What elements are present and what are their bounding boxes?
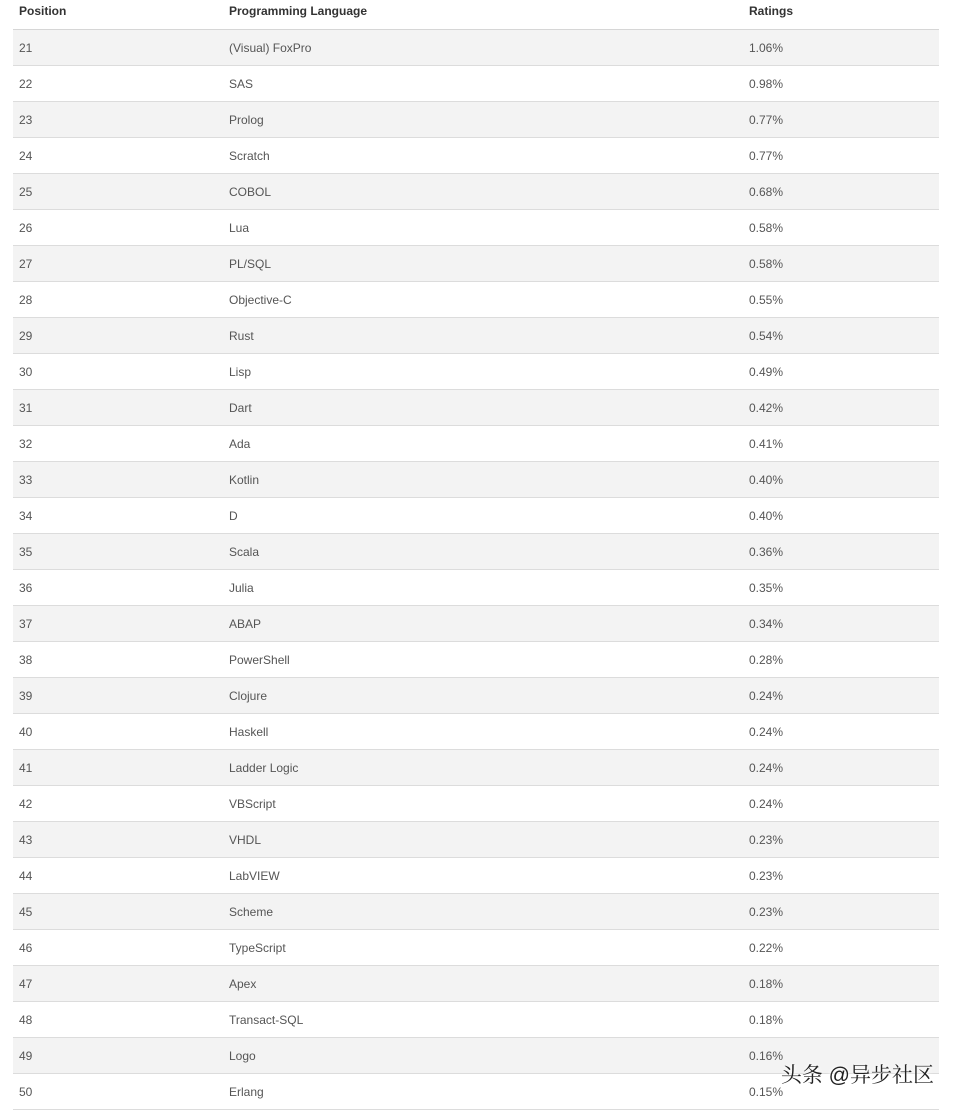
table-row <box>13 462 939 498</box>
table-row <box>13 858 939 894</box>
cell-rating: 0.41% <box>749 437 784 451</box>
table-row <box>13 822 939 858</box>
cell-language: Rust <box>229 329 254 343</box>
cell-position: 39 <box>19 689 33 703</box>
cell-language: TypeScript <box>229 941 286 955</box>
cell-rating: 0.28% <box>749 653 784 667</box>
cell-position: 36 <box>19 581 33 595</box>
cell-rating: 0.23% <box>749 833 784 847</box>
cell-language: VHDL <box>229 833 262 847</box>
cell-position: 32 <box>19 437 33 451</box>
cell-position: 41 <box>19 761 33 775</box>
table-row <box>13 426 939 462</box>
table-row <box>13 30 939 66</box>
header-programming-language: Programming Language <box>229 4 368 18</box>
cell-language: Objective-C <box>229 293 292 307</box>
table-row <box>13 606 939 642</box>
cell-language: Logo <box>229 1049 256 1063</box>
cell-language: Lua <box>229 221 250 235</box>
table-header-row <box>13 0 939 30</box>
cell-language: Clojure <box>229 689 268 703</box>
cell-language: Dart <box>229 401 252 415</box>
cell-language: Prolog <box>229 113 264 127</box>
cell-rating: 0.23% <box>749 905 784 919</box>
table-row <box>13 714 939 750</box>
cell-rating: 0.18% <box>749 977 784 991</box>
cell-position: 30 <box>19 365 33 379</box>
cell-language: Ada <box>229 437 251 451</box>
table-row <box>13 786 939 822</box>
cell-language: Ladder Logic <box>229 761 299 775</box>
cell-language: Scheme <box>229 905 274 919</box>
cell-language: D <box>229 509 238 523</box>
cell-language: Julia <box>229 581 254 595</box>
cell-position: 44 <box>19 869 33 883</box>
cell-position: 21 <box>19 41 33 55</box>
cell-position: 33 <box>19 473 33 487</box>
cell-position: 50 <box>19 1085 33 1099</box>
cell-rating: 0.42% <box>749 401 784 415</box>
cell-language: SAS <box>229 77 254 91</box>
cell-position: 43 <box>19 833 33 847</box>
cell-position: 24 <box>19 149 33 163</box>
cell-rating: 0.40% <box>749 473 784 487</box>
table-row <box>13 282 939 318</box>
table-row <box>13 894 939 930</box>
cell-language: Kotlin <box>229 473 260 487</box>
cell-language: Erlang <box>229 1085 264 1099</box>
cell-language: Scratch <box>229 149 270 163</box>
cell-rating: 0.58% <box>749 257 784 271</box>
table-row <box>13 246 939 282</box>
cell-position: 40 <box>19 725 33 739</box>
cell-position: 37 <box>19 617 33 631</box>
cell-rating: 0.55% <box>749 293 784 307</box>
header-ratings: Ratings <box>749 4 794 18</box>
cell-rating: 0.77% <box>749 149 784 163</box>
table-row <box>13 930 939 966</box>
table-row <box>13 102 939 138</box>
cell-rating: 0.36% <box>749 545 784 559</box>
cell-rating: 0.18% <box>749 1013 784 1027</box>
cell-rating: 0.24% <box>749 725 784 739</box>
cell-rating: 1.06% <box>749 41 784 55</box>
cell-rating: 0.40% <box>749 509 784 523</box>
cell-position: 35 <box>19 545 33 559</box>
cell-language: COBOL <box>229 185 272 199</box>
table-row <box>13 318 939 354</box>
cell-position: 49 <box>19 1049 33 1063</box>
table-row <box>13 498 939 534</box>
cell-language: Apex <box>229 977 257 991</box>
cell-position: 48 <box>19 1013 33 1027</box>
table-row <box>13 174 939 210</box>
table-row <box>13 390 939 426</box>
cell-language: Scala <box>229 545 260 559</box>
table-row <box>13 66 939 102</box>
cell-language: PL/SQL <box>229 257 272 271</box>
cell-position: 29 <box>19 329 33 343</box>
cell-rating: 0.24% <box>749 797 784 811</box>
cell-language: Lisp <box>229 365 252 379</box>
cell-position: 34 <box>19 509 33 523</box>
cell-position: 25 <box>19 185 33 199</box>
cell-language: VBScript <box>229 797 276 811</box>
cell-rating: 0.34% <box>749 617 784 631</box>
table-body <box>13 30 939 1110</box>
cell-position: 46 <box>19 941 33 955</box>
cell-position: 45 <box>19 905 33 919</box>
cell-position: 23 <box>19 113 33 127</box>
table-row <box>13 1002 939 1038</box>
cell-position: 42 <box>19 797 33 811</box>
watermark-logo: 头条 @异步社区 <box>780 1064 934 1087</box>
cell-language: (Visual) FoxPro <box>229 41 312 55</box>
cell-rating: 0.58% <box>749 221 784 235</box>
cell-position: 27 <box>19 257 33 271</box>
table-row <box>13 678 939 714</box>
cell-rating: 0.24% <box>749 761 784 775</box>
cell-rating: 0.16% <box>749 1049 784 1063</box>
cell-rating: 0.49% <box>749 365 784 379</box>
cell-rating: 0.35% <box>749 581 784 595</box>
cell-rating: 0.15% <box>749 1085 784 1099</box>
cell-position: 47 <box>19 977 33 991</box>
cell-language: LabVIEW <box>229 869 280 883</box>
table-row <box>13 210 939 246</box>
table-row <box>13 534 939 570</box>
cell-position: 31 <box>19 401 33 415</box>
cell-position: 28 <box>19 293 33 307</box>
cell-language: ABAP <box>229 617 262 631</box>
cell-rating: 0.22% <box>749 941 784 955</box>
table-row <box>13 642 939 678</box>
language-ranking-table <box>13 0 939 1110</box>
cell-position: 38 <box>19 653 33 667</box>
cell-position: 26 <box>19 221 33 235</box>
cell-language: Transact-SQL <box>229 1013 304 1027</box>
table-row <box>13 750 939 786</box>
cell-rating: 0.98% <box>749 77 784 91</box>
cell-language: Haskell <box>229 725 269 739</box>
table-row <box>13 966 939 1002</box>
cell-rating: 0.77% <box>749 113 784 127</box>
cell-language: PowerShell <box>229 653 290 667</box>
header-position: Position <box>19 4 67 18</box>
table-row <box>13 354 939 390</box>
cell-position: 22 <box>19 77 33 91</box>
cell-rating: 0.54% <box>749 329 784 343</box>
cell-rating: 0.24% <box>749 689 784 703</box>
cell-rating: 0.68% <box>749 185 784 199</box>
table-row <box>13 138 939 174</box>
cell-rating: 0.23% <box>749 869 784 883</box>
table-row <box>13 570 939 606</box>
